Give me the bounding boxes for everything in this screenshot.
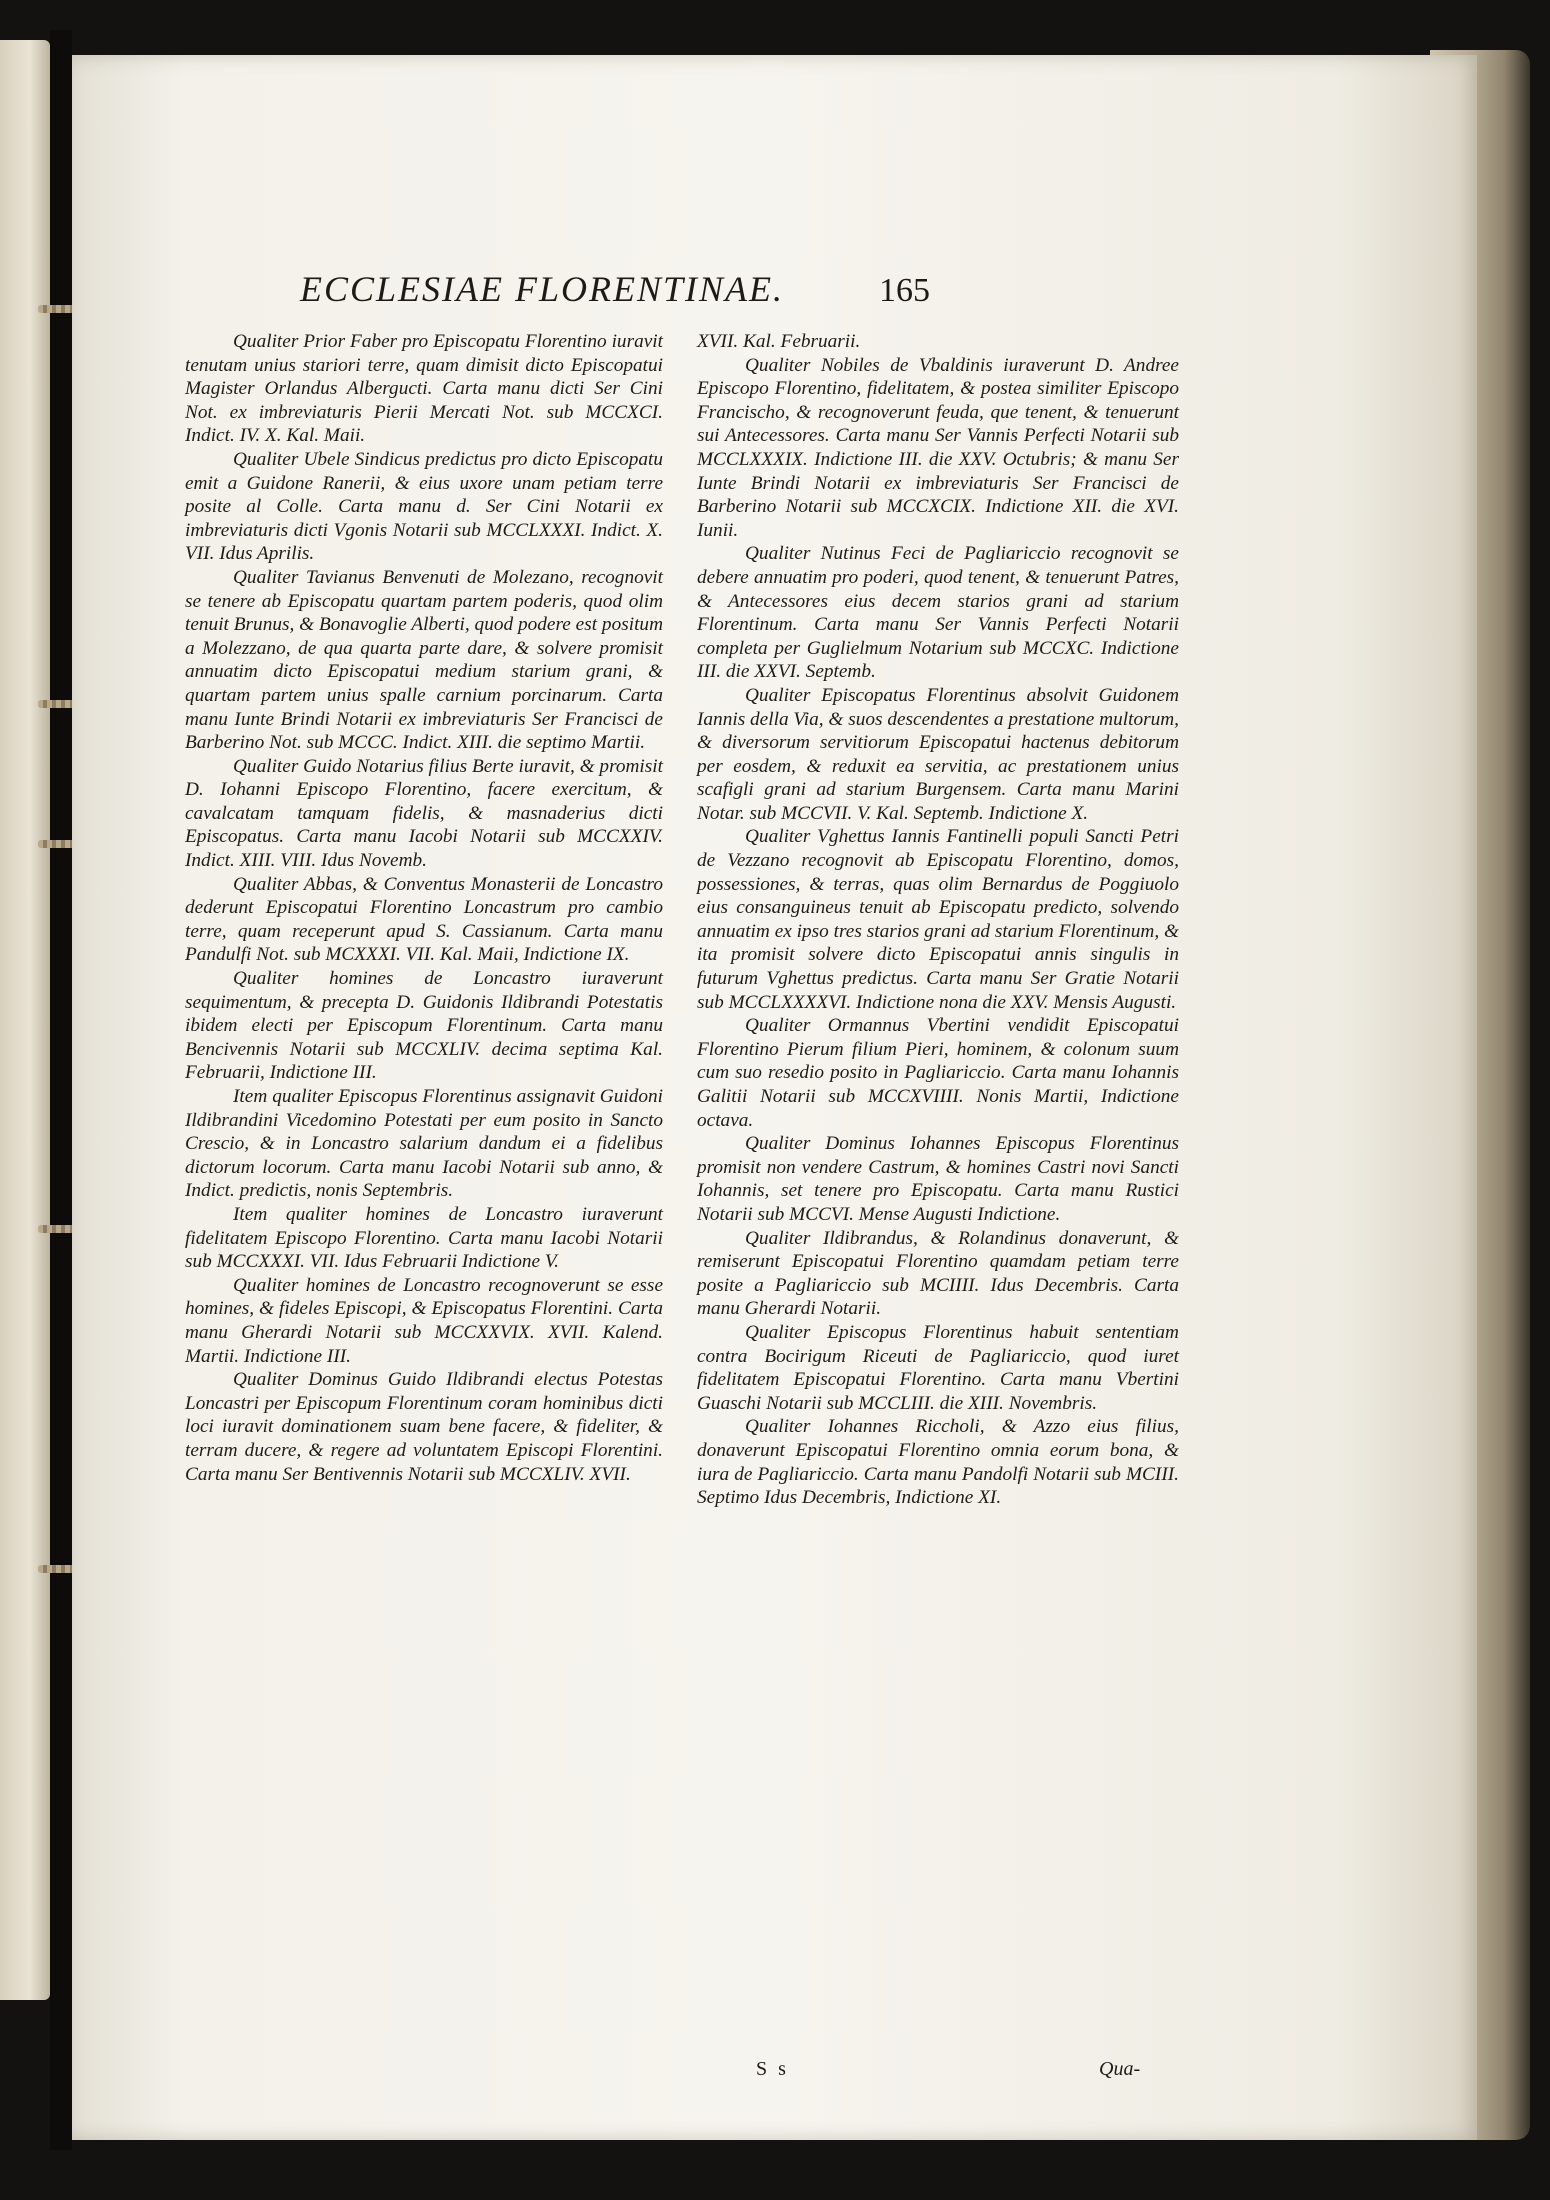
- left-text-column: [185, 330, 663, 1486]
- text-entry: Qualiter Episcopus Florentinus habuit sententiam contra Bocirigum Riceuti de Pagliariccio, quod iuret fidelitatem Episcopatui Florentino. Carta manu Vbertini Guaschi Notarii sub MCCLIII. die XIII. Novembris.: [697, 1321, 1179, 1414]
- catchword: Qua-: [1099, 2058, 1141, 2080]
- running-head: [300, 268, 1100, 318]
- text-entry: Item qualiter homines de Loncastro iuraverunt fidelitatem Episcopo Florentino. Carta manu Iacobi Notarii sub MCCXXXI. VII. Idus Februarii Indictione V.: [185, 1203, 663, 1273]
- text-continuation: XVII. Kal. Februarii.: [697, 331, 861, 352]
- text-entry: Qualiter Dominus Guido Ildibrandi electus Potestas Loncastri per Episcopum Florentinum coram hominibus dicti loci iuravit dominationem suam bene facere, & fideliter, & terram ducere, & regere ad voluntatem Episcopi Florentini. Carta manu Ser Bentivennis Notarii sub MCCXLIV. XVII.: [185, 1369, 663, 1485]
- text-entry: Qualiter Guido Notarius filius Berte iuravit, & promisit D. Iohanni Episcopo Florentino, facere exercitum, & cavalcatam tamquam fidelis, & masnaderius dicti Episcopatus. Carta manu Iacobi Notarii sub MCCXXIV. Indict. XIII. VIII. Idus Novemb.: [185, 755, 663, 872]
- text-entry: Item qualiter Episcopus Florentinus assignavit Guidoni Ildibrandini Vicedomino Potestati per eum posito in Sancto Crescio, & in Loncastro salarium dandum ei a fidelibus dictorum locorum. Carta manu Iacobi Notarii sub anno, & Indict. predictis, nonis Septembris.: [185, 1086, 663, 1202]
- text-entry: Qualiter Ildibrandus, & Rolandinus donaverunt, & remiserunt Episcopatui Florentino quamdam petiam terre posite a Pagliariccio sub MCIIII. Idus Decembris. Carta manu Gherardi Notarii.: [697, 1227, 1179, 1320]
- text-entry: Qualiter Nobiles de Vbaldinis iuraverunt D. Andree Episcopo Florentino, fidelitatem, & postea similiter Episcopo Francischo, & recognoverunt feuda, que tenent, & tenuerunt sui Antecessores. Carta manu Ser Vannis Perfecti Notarii sub MCCLXXXIX. Indictione III. die XXV. Octubris; & manu Ser Iunte Brindi Notarii ex imbreviaturis Ser Francisci de Barberino Notarii sub MCCXCIX. Indictione XII. die XVI. Iunii.: [697, 354, 1179, 541]
- text-entry: Qualiter homines de Loncastro recognoverunt se esse homines, & fideles Episcopi, & Episcopatus Florentini. Carta manu Gherardi Notarii sub MCCXXVIX. XVII. Kalend. Martii. Indictione III.: [185, 1274, 663, 1367]
- text-entry: Qualiter Dominus Iohannes Episcopus Florentinus promisit non vendere Castrum, & homines Castri novi Sancti Iohannis, set tenere pro Episcopatu. Carta manu Rustici Notarii sub MCCVI. Mense Augusti Indictione.: [697, 1133, 1179, 1225]
- facing-page-edge: [0, 40, 50, 2000]
- text-entry: Qualiter Tavianus Benvenuti de Molezano, recognovit se tenere ab Episcopatu quartam partem poderis, quod olim tenuit Brunus, & Bonavoglie Alberti, quod podere est positum a Molezzano, de qua quarta parte dare, & solvere promisit annuatim dicto Episcopatui medium starium grani, & quartam partem unius spalle carnium porcinarum. Carta manu Iunte Brindi Notarii ex imbreviaturis Ser Francisci de Barberino Not. sub MCCC. Indict. XIII. die septimo Martii.: [185, 566, 663, 754]
- page-title: ECCLESIAE FLORENTINAE.: [300, 269, 784, 309]
- text-entry: Qualiter Nutinus Feci de Pagliariccio recognovit se debere annuatim pro poderi, quod tenent, & tenuerunt Patres, & Antecessores eius decem starios grani ad starium Florentinum. Carta manu Ser Vannis Perfecti Notarii completa per Guglielmum Notarium sub MCCXC. Indictione III. die XXVI. Septemb.: [697, 543, 1179, 683]
- text-entry: Qualiter Vghettus Iannis Fantinelli populi Sancti Petri de Vezzano recognovit ab Episcopatu Florentino, domos, possessiones, & terras, quas olim Bernardus de Poggiuolo eius consanguineus tenuit ab Episcopatu predicto, solvendo annuatim ex ipso tres starios grani ad starium Florentinum, & ita promisit solvere dicto Episcopatui annis singulis in futurum Vghettus predictus. Carta manu Ser Gratie Notarii sub MCCLXXXXVI. Indictione nona die XXV. Mensis Augusti.: [697, 826, 1179, 1013]
- text-entry: Qualiter Iohannes Riccholi, & Azzo eius filius, donaverunt Episcopatui Florentino omnia eorum bona, & iura de Pagliariccio. Carta manu Pandolfi Notarii sub MCIII. Septimo Idus Decembris, Indictione XI.: [697, 1416, 1179, 1509]
- text-entry: Qualiter Ormannus Vbertini vendidit Episcopatui Florentino Pierum filium Pieri, hominem, & colonum suum cum suo resedio posito in Pagliariccio. Carta manu Iohannis Galitii Notarii sub MCCXVIIII. Nonis Martii, Indictione octava.: [697, 1015, 1179, 1131]
- text-entry: Qualiter Episcopatus Florentinus absolvit Guidonem Iannis della Via, & suos descendentes a prestatione multorum, & diversorum servitiorum Episcopatui hactenus debitorum per eosdem, & reduxit ea servitia, ac prestationem unius scafigli grani ad starium Burgensem. Carta manu Marini Notar. sub MCCVII. V. Kal. Septemb. Indictione X.: [697, 684, 1179, 824]
- signature-mark: S s: [756, 2058, 789, 2080]
- right-text-column: [697, 330, 1179, 1510]
- text-entry: Qualiter homines de Loncastro iuraverunt sequimentum, & precepta D. Guidonis Ildibrandi Potestatis ibidem electi per Episcopum Florentinum. Carta manu Bencivennis Notarii sub MCCXLIV. decima septima Kal. Februarii, Indictione III.: [185, 968, 663, 1084]
- text-entry: Qualiter Abbas, & Conventus Monasterii de Loncastro dederunt Episcopatui Florentino Loncastrum pro cambio terre, quam receperunt apud S. Cassianum. Carta manu Pandulfi Not. sub MCXXXI. VII. Kal. Maii, Indictione IX.: [185, 873, 663, 966]
- book-spine: [50, 30, 72, 2150]
- text-entry: Qualiter Ubele Sindicus predictus pro dicto Episcopatu emit a Guidone Ranerii, & eius uxore unam petiam terre posite al Colle. Carta manu d. Ser Cini Notarii ex imbreviaturis dicti Vgonis Notarii sub MCCLXXXI. Indict. X. VII. Idus Aprilis.: [185, 448, 663, 565]
- text-entry: Qualiter Prior Faber pro Episcopatu Florentino iuravit tenutam unius stariori terre, quam dimisit dicto Episcopatui Magister Orlandus Albergucti. Carta manu dicti Ser Cini Not. ex imbreviaturis Pierii Mercati Not. sub MCCXCI. Indict. IV. X. Kal. Maii.: [185, 331, 663, 447]
- page-number: 165: [879, 272, 930, 309]
